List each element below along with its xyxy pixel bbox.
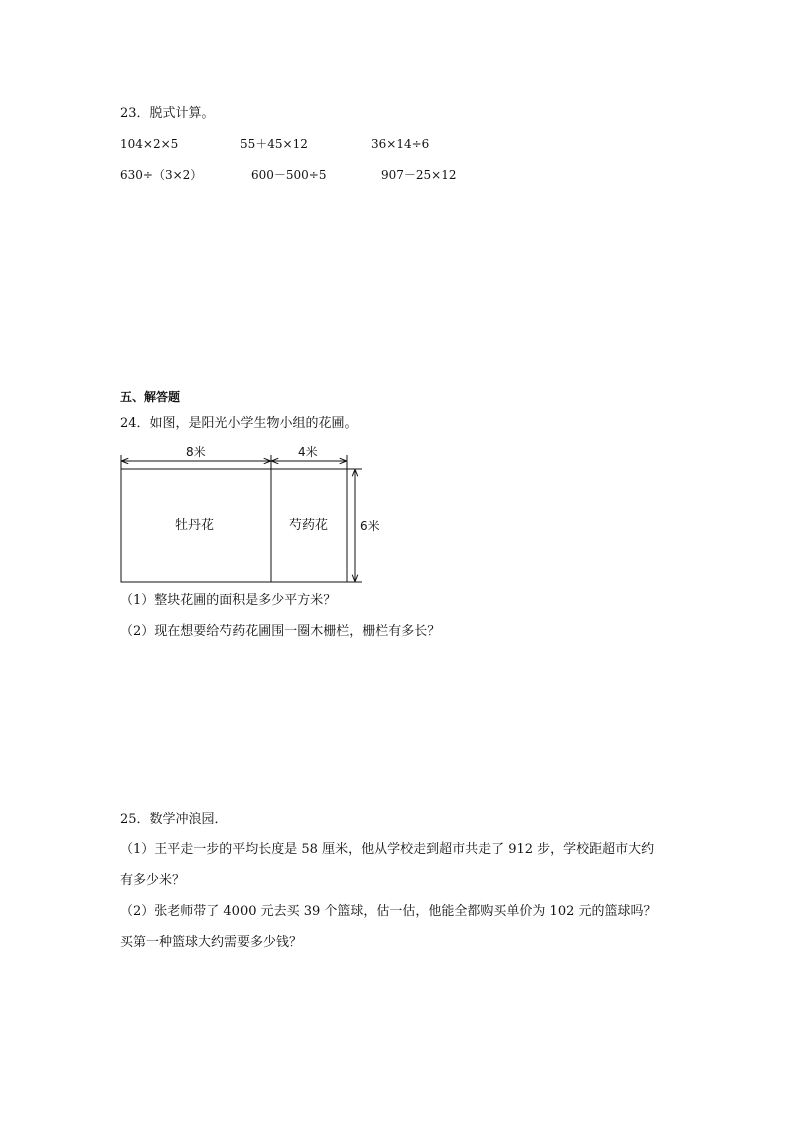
q23-heading: 23．脱式计算。 <box>120 106 215 121</box>
q23-expr-4: 630÷（3×2） <box>120 168 203 182</box>
label-6m: 6米 <box>360 519 380 533</box>
q23-expr-3: 36×14÷6 <box>371 137 430 151</box>
label-herbaceous-peony: 芍药花 <box>289 518 329 533</box>
q24-heading: 24．如图，是阳光小学生物小组的花圃。 <box>120 416 358 431</box>
label-peony: 牡丹花 <box>175 518 215 533</box>
q25-sub1-line1: （1）王平走一步的平均长度是 58 厘米，他从学校走到超市共走了 912 步，学校距超市大约 <box>120 842 655 857</box>
q25-heading: 25．数学冲浪园． <box>120 812 228 827</box>
q25-sub1-line2: 有多少米？ <box>120 873 186 888</box>
q25-sub2-line2: 买第一种篮球大约需要多少钱？ <box>120 935 303 950</box>
q25-sub2-line1: （2）张老师带了 4000 元去买 39 个篮球，估一估，他能全都购买单价为 102 元的篮球吗？ <box>120 904 657 919</box>
section-title: 五、解答题 <box>120 390 181 404</box>
q23-expr-2: 55＋45×12 <box>240 137 308 151</box>
q23-expr-6: 907－25×12 <box>381 168 457 182</box>
q23-expr-1: 104×2×5 <box>120 137 179 151</box>
q23-expr-5: 600－500÷5 <box>251 168 327 182</box>
label-8m: 8米 <box>186 445 206 459</box>
label-4m: 4米 <box>298 445 318 459</box>
q24-sub1: （1）整块花圃的面积是多少平方米？ <box>120 593 337 608</box>
q24-sub2: （2）现在想要给芍药花圃围一圈木栅栏，栅栏有多长？ <box>120 624 441 639</box>
